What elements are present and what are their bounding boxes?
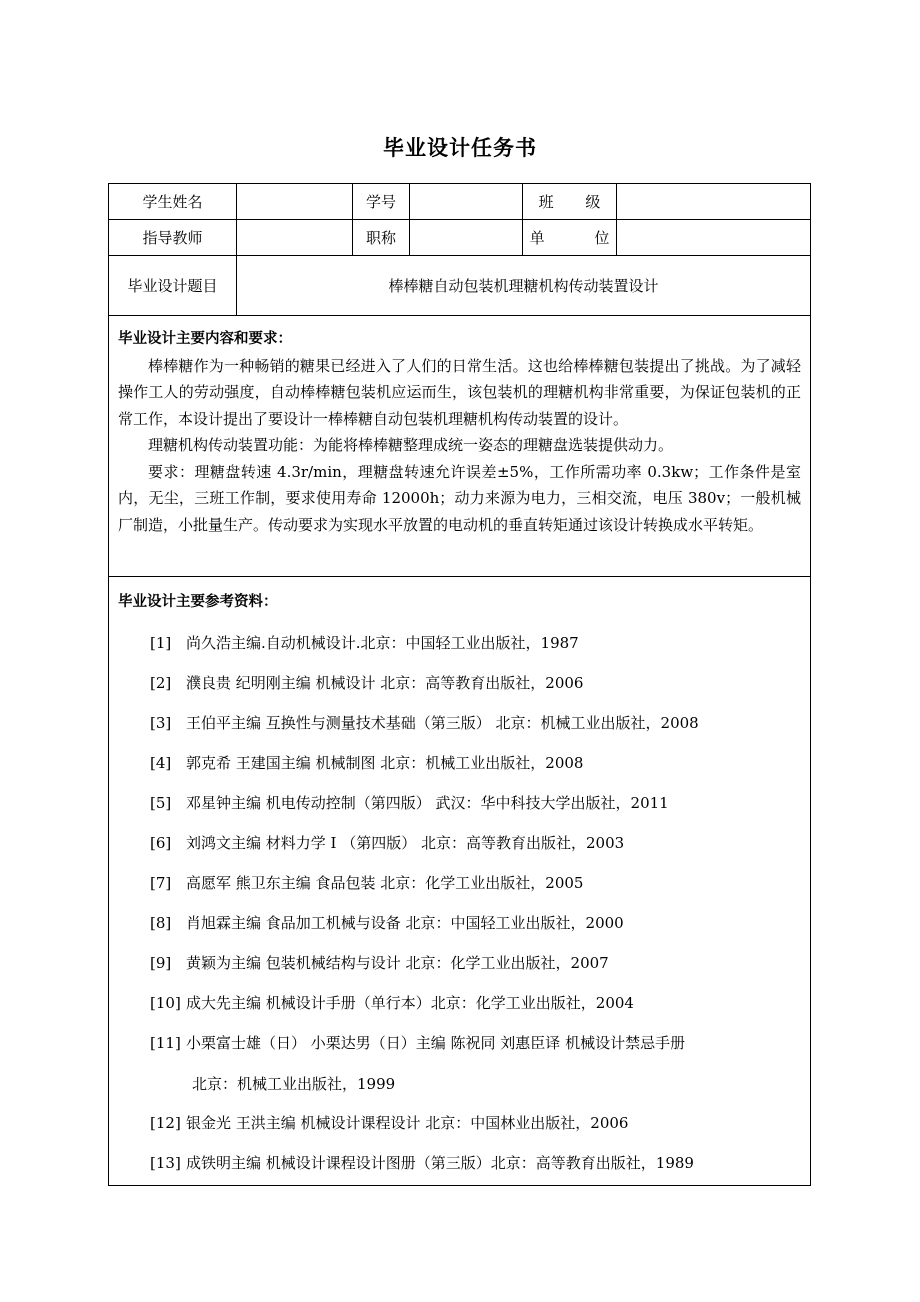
advisor-label: 指导教师	[109, 220, 237, 255]
requirements-paragraph: 要求：理糖盘转速 4.3r/min，理糖盘转速允许误差±5%，工作所需功率 0.3kw；工作条件是室内，无尘，三班工作制，要求使用寿命 12000h；动力来源为电力，三相交流，电压 380v；一般机械厂制造，小批量生产。传动要求为实现水平放置的电动机的垂直转矩通过该设计转换成水平转矩。	[118, 462, 801, 534]
requirements-section	[109, 316, 810, 576]
unit-label: 单 位	[529, 229, 632, 247]
reference-text: 刘鸿文主编 材料力学 I （第四版） 北京：高等教育出版社，2003	[186, 834, 625, 853]
student-name-label: 学生姓名	[109, 184, 237, 219]
student-name-value[interactable]	[237, 184, 353, 219]
reference-item	[118, 1144, 699, 1184]
reference-item	[118, 904, 699, 944]
reference-number: [10]	[150, 994, 181, 1013]
reference-number: [3]	[150, 714, 172, 733]
reference-item	[118, 864, 699, 904]
reference-text: 银金光 王洪主编 机械设计课程设计 北京：中国林业出版社，2006	[186, 1114, 629, 1133]
reference-number: [2]	[150, 674, 172, 693]
requirements-heading: 毕业设计主要内容和要求：	[118, 331, 292, 347]
reference-number: [11]	[150, 1034, 181, 1053]
table-row-topic	[109, 256, 810, 316]
reference-text: 王伯平主编 互换性与测量技术基础（第三版） 北京：机械工业出版社，2008	[186, 714, 699, 733]
reference-text: 濮良贵 纪明刚主编 机械设计 北京：高等教育出版社，2006	[186, 674, 584, 693]
reference-text: 黄颖为主编 包装机械结构与设计 北京：化学工业出版社，2007	[186, 954, 609, 973]
job-title-value[interactable]	[410, 220, 523, 255]
reference-number: [8]	[150, 914, 172, 933]
reference-number: [7]	[150, 874, 172, 893]
job-title-label: 职称	[353, 220, 410, 255]
reference-item	[118, 744, 699, 784]
topic-label: 毕业设计题目	[109, 256, 237, 315]
reference-text: 邓星钟主编 机电传动控制（第四版） 武汉：华中科技大学出版社，2011	[186, 794, 669, 813]
reference-number: [4]	[150, 754, 172, 773]
reference-number: [6]	[150, 834, 172, 853]
references-heading: 毕业设计主要参考资料：	[118, 594, 278, 610]
requirements-paragraph: 棒棒糖作为一种畅销的糖果已经进入了人们的日常生活。这也给棒棒糖包装提出了挑战。为了减轻操作工人的劳动强度，自动棒棒糖包装机应运而生，该包装机的理糖机构非常重要，为保证包装机的正常工作，本设计提出了要设计一棒棒糖自动包装机理糖机构传动装置的设计。	[118, 356, 801, 428]
reference-item	[118, 1024, 699, 1064]
unit-label-cell	[523, 220, 632, 255]
reference-text: 小栗富士雄（日） 小栗达男（日）主编 陈祝同 刘惠臣译 机械设计禁忌手册	[186, 1034, 686, 1053]
class-value[interactable]	[617, 184, 810, 219]
topic-value: 棒棒糖自动包装机理糖机构传动装置设计	[388, 277, 659, 295]
student-id-label: 学号	[353, 184, 410, 219]
reference-text: 肖旭霖主编 食品加工机械与设备 北京：中国轻工业出版社，2000	[186, 914, 624, 933]
references-section	[109, 577, 708, 1185]
reference-item	[118, 824, 699, 864]
reference-item	[118, 784, 699, 824]
advisor-value[interactable]	[237, 220, 353, 255]
requirements-paragraph: 理糖机构传动装置功能：为能将棒棒糖整理成统一姿态的理糖盘选装提供动力。	[148, 436, 674, 454]
reference-number: [1]	[150, 634, 172, 653]
reference-text: 郭克希 王建国主编 机械制图 北京：机械工业出版社，2008	[186, 754, 584, 773]
document-title: 毕业设计任务书	[383, 136, 537, 160]
reference-text: 成大先主编 机械设计手册（单行本）北京：化学工业出版社，2004	[186, 994, 634, 1013]
reference-continuation: 北京：机械工业出版社，1999	[192, 1074, 396, 1093]
student-id-value[interactable]	[410, 184, 523, 219]
reference-text: 尚久浩主编.自动机械设计.北京：中国轻工业出版社，1987	[186, 634, 579, 653]
reference-item	[118, 704, 699, 744]
reference-number: [5]	[150, 794, 172, 813]
reference-item	[118, 1104, 699, 1144]
table-row-student	[109, 184, 810, 220]
unit-value[interactable]	[617, 220, 810, 255]
table-row-advisor	[109, 220, 810, 256]
reference-list	[118, 624, 699, 1184]
table-row-requirements	[109, 316, 810, 577]
class-label: 班 级	[538, 193, 614, 211]
task-form-table	[108, 183, 811, 1186]
class-label-cell	[523, 184, 617, 219]
reference-item	[118, 984, 699, 1024]
reference-item	[118, 944, 699, 984]
reference-text: 高愿军 熊卫东主编 食品包装 北京：化学工业出版社，2005	[186, 874, 584, 893]
reference-number: [13]	[150, 1154, 181, 1173]
reference-number: [9]	[150, 954, 172, 973]
reference-item	[118, 624, 699, 664]
reference-item	[118, 664, 699, 704]
reference-text: 成铁明主编 机械设计课程设计图册（第三版）北京：高等教育出版社，1989	[186, 1154, 694, 1173]
reference-number: [12]	[150, 1114, 181, 1133]
table-row-references	[109, 577, 810, 1185]
